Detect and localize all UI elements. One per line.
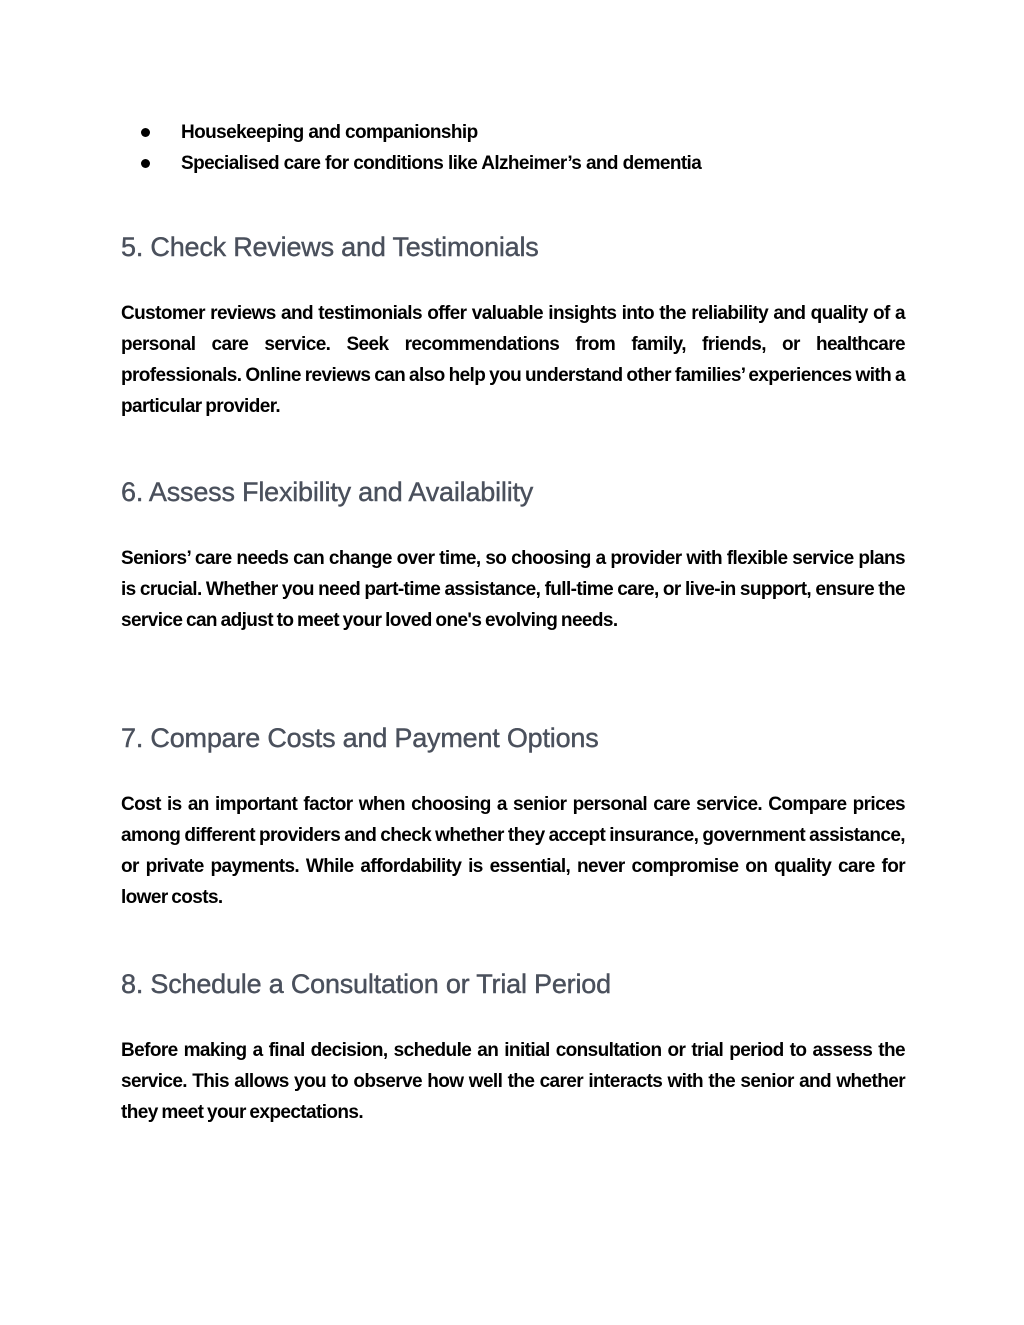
service-bullet-list (121, 117, 905, 179)
bullet-icon (141, 159, 150, 168)
list-item (121, 117, 905, 148)
section-body-costs: Cost is an important factor when choosing a senior personal care service. Compare prices among different providers and check whether they accept insurance, government assistance, or private payments. While affordability is essential, never compromise on quality care for lower costs. (121, 794, 905, 908)
section-heading-reviews: 5. Check Reviews and Testimonials (121, 232, 539, 262)
bullet-icon (141, 128, 150, 137)
section-body-reviews: Customer reviews and testimonials offer valuable insights into the reliability and quality of a personal care service. Seek recommendations from family, friends, or healthcare professionals. Online reviews can also help you understand other families’ experiences with a particular provider. (121, 303, 905, 417)
document-page (121, 117, 905, 1123)
section-heading-consultation: 8. Schedule a Consultation or Trial Period (121, 969, 611, 999)
section-heading-flexibility: 6. Assess Flexibility and Availability (121, 477, 534, 507)
list-item-text: Specialised care for conditions like Alzheimer’s and dementia (181, 153, 702, 174)
section-body-consultation: Before making a final decision, schedule an initial consultation or trial period to assess the service. This allows you to observe how well the carer interacts with the senior and whether they meet your expectations. (121, 1040, 905, 1123)
list-item (121, 148, 905, 179)
list-item-text: Housekeeping and companionship (181, 122, 478, 143)
section-body-flexibility: Seniors’ care needs can change over time, so choosing a provider with flexible service plans is crucial. Whether you need part-time assistance, full-time care, or live-in support, ensure the service can adjust to meet your loved one's evolving needs. (121, 548, 905, 631)
section-heading-costs: 7. Compare Costs and Payment Options (121, 723, 599, 753)
